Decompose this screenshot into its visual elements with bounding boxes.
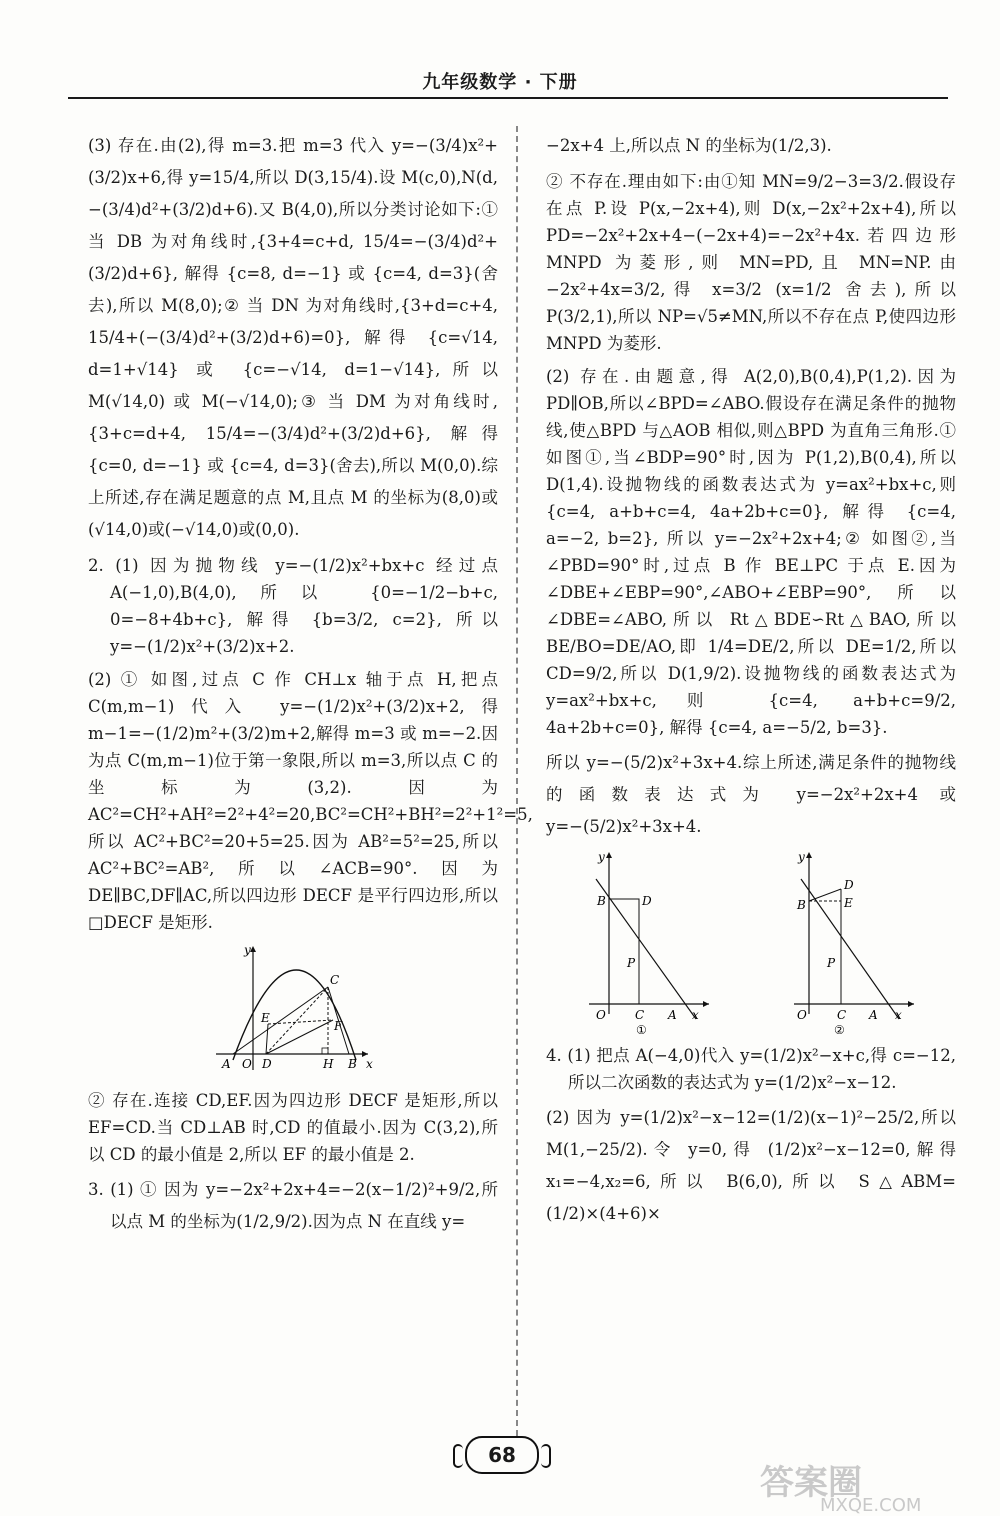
- page-header: 九年级数学 · 下册: [422, 72, 578, 93]
- solution-1-part-3: (3) 存在.由(2),得 m=3.把 m=3 代入 y=−(3/4)x²+(3/2)x+6,得 y=15/4,所以 D(3,15/4).设 M(c,0),N(d,−(3/4)d²+(3/2)d+6).又 B(4,0),所以分类讨论如下:① 当 DB 为对角线时,{3+4=c+d, 15/4=−(3/4)d²+(3/2)d+6}, 解得 {c=8, d=−1} 或 {c=4, d=3}(舍去),所以 M(8,0);② 当 DN 为对角线时,{3+d=c+4, 15/4+(−(3/4)d²+(3/2)d+6)=0}, 解得 {c=√14, d=1+√14} 或 {c=−√14, d=1−√14},所以 M(√14,0) 或 M(−√14,0);③ 当 DM 为对角线时,{3+c=d+4, 15/4=−(3/4)d²+(3/2)d+6}, 解得 {c=0, d=−1} 或 {c=4, d=3}(舍去),所以 M(0,0).综上所述,存在满足题意的点 M,且点 M 的坐标为(8,0)或(√14,0)或(−√14,0)或(0,0).: [88, 136, 498, 539]
- label-f: F: [334, 1019, 343, 1033]
- similar-triangle-figures: [546, 849, 956, 1034]
- solution-4-part-2: (2) 因为 y=(1/2)x²−x−12=(1/2)(x−1)²−25/2,所以 M(1,−25/2).令 y=0,得 (1/2)x²−x−12=0,解得 x₁=−4,x₂=6,所以 B(6,0),所以 S△ABM=(1/2)×(4+6)×: [546, 1108, 956, 1223]
- fig2-label-c: C: [836, 1008, 846, 1022]
- header-rule: [68, 97, 948, 99]
- solution-3-conclusion: 所以 y=−(5/2)x²+3x+4.综上所述,满足条件的抛物线的函数表达式为 y=−2x²+2x+4 或 y=−(5/2)x²+3x+4.: [546, 753, 956, 836]
- label-h: H: [323, 1057, 334, 1071]
- watermark-logo: 答案圈: [760, 1463, 862, 1503]
- fig1-label-y: y: [597, 850, 605, 864]
- fig2-label-x: x: [894, 1008, 902, 1022]
- fig2-label-a: A: [868, 1008, 878, 1022]
- fig1-label-d: D: [641, 894, 652, 908]
- solution-2-part-1: 2. (1) 因为抛物线 y=−(1/2)x²+bx+c 经过点 A(−1,0),B(4,0),所以 {0=−1/2−b+c, 0=−8+4b+c}, 解得 {b=3/2, c=2}, 所以 y=−(1/2)x²+(3/2)x+2.: [88, 556, 498, 656]
- page-number: 68: [465, 1436, 539, 1474]
- parabola-figure: [208, 942, 378, 1077]
- fig2-label-p: P: [826, 956, 835, 970]
- solution-4-part-1: 4. (1) 把点 A(−4,0)代入 y=(1/2)x²−x+c,得 c=−12,所以二次函数的表达式为 y=(1/2)x²−x−12.: [546, 1046, 956, 1092]
- fig2-label-d: D: [843, 878, 854, 892]
- column-divider: [516, 126, 518, 1436]
- fig1-caption: ①: [635, 1023, 647, 1034]
- solution-3-part-1-2: ② 不存在.理由如下:由①知 MN=9/2−3=3/2.假设存在点 P.设 P(x,−2x+4),则 D(x,−2x²+2x+4),所以 PD=−2x²+2x+4−(−2x+4)=−2x²+4x.若四边形 MNPD 为菱形,则 MN=PD,且 MN=NP.由 −2x²+4x=3/2,得 x=3/2 (x=1/2 舍去),所以 P(3/2,1),所以 NP=√5≠MN,所以不存在点 P,使四边形 MNPD 为菱形.: [546, 172, 956, 353]
- solution-3-part-1: 3. (1) ① 因为 y=−2x²+2x+4=−2(x−1/2)²+9/2,所以点 M 的坐标为(1/2,9/2).因为点 N 在直线 y=: [88, 1180, 498, 1231]
- fig1-label-a: A: [667, 1008, 677, 1022]
- label-y: y: [244, 943, 251, 957]
- label-d: D: [262, 1057, 272, 1071]
- label-o: O: [242, 1057, 252, 1071]
- fig2-caption: ②: [833, 1023, 845, 1034]
- watermark-url: MXQE.COM: [820, 1495, 922, 1516]
- solution-2-part-2b: ② 存在.连接 CD,EF.因为四边形 DECF 是矩形,所以 EF=CD.当 CD⊥AB 时,CD 的值最小.因为 C(3,2),所以 CD 的最小值是 2,所以 EF 的最小值是 2.: [88, 1091, 498, 1164]
- fig1-label-b: B: [596, 894, 606, 908]
- fig2-label-o: O: [796, 1008, 807, 1022]
- fig1-label-o: O: [595, 1008, 606, 1022]
- fig2-label-b: B: [796, 898, 806, 912]
- fig1-label-c: C: [634, 1008, 644, 1022]
- segment-de: [266, 1024, 268, 1054]
- segment-ac: [233, 987, 328, 1054]
- fig2-label-e: E: [843, 896, 853, 910]
- label-e: E: [261, 1011, 270, 1025]
- fig1-label-p: P: [626, 956, 635, 970]
- label-b: B: [348, 1057, 357, 1071]
- right-column: [546, 130, 956, 1236]
- left-column: [88, 130, 533, 1244]
- label-c: C: [330, 973, 340, 987]
- label-x: x: [366, 1057, 373, 1071]
- figure-2: [789, 849, 919, 1034]
- label-a: A: [222, 1057, 231, 1071]
- solution-2-part-2: (2) ① 如图,过点 C 作 CH⊥x 轴于点 H,把点 C(m,m−1)代入 y=−(1/2)x²+(3/2)x+2,得 m−1=−(1/2)m²+(3/2)m+2,解得 m=3 或 m=−2.因为点 C(m,m−1)位于第一象限,所以 m=3,所以点 C 的坐标为(3,2).因为 AC²=CH²+AH²=2²+4²=20,BC²=CH²+BH²=2²+1²=5,所以 AC²+BC²=20+5=25.因为 AB²=5²=25,所以 AC²+BC²=AB²,所以∠ACB=90°.因为 DE∥BC,DF∥AC,所以四边形 DECF 是平行四边形,所以□DECF 是矩形.: [88, 670, 533, 932]
- figure-1: [584, 849, 714, 1034]
- fig2-label-y: y: [797, 850, 805, 864]
- segment-df: [266, 1020, 333, 1054]
- solution-3-part-2: (2) 存在.由题意,得 A(2,0),B(0,4),P(1,2).因为 PD∥OB,所以∠BPD=∠ABO.假设存在满足条件的抛物线,使△BPD 与△AOB 相似,则△BPD 为直角三角形.① 如图①,当∠BDP=90°时,因为 P(1,2),B(0,4),所以 D(1,4).设抛物线的函数表达式为 y=ax²+bx+c,则 {c=4, a+b+c=4, 4a+2b+c=0}, 解得 {c=4, a=−2, b=2}, 所以 y=−2x²+2x+4;② 如图②,当∠PBD=90°时,过点 B 作 BE⊥PC 于点 E.因为∠DBE+∠EBP=90°,∠ABO+∠EBP=90°,所以∠DBE=∠ABO,所以 Rt△BDE∽Rt△BAO,所以 BE/BO=DE/AO,即 1/4=DE/2,所以 DE=1/2,所以 CD=9/2,所以 D(1,9/2).设抛物线的函数表达式为 y=ax²+bx+c,则 {c=4, a+b+c=9/2, 4a+2b+c=0}, 解得 {c=4, a=−5/2, b=3}.: [546, 367, 956, 737]
- solution-3-part-1-cont: −2x+4 上,所以点 N 的坐标为(1/2,3).: [546, 136, 832, 155]
- fig1-label-x: x: [691, 1008, 699, 1022]
